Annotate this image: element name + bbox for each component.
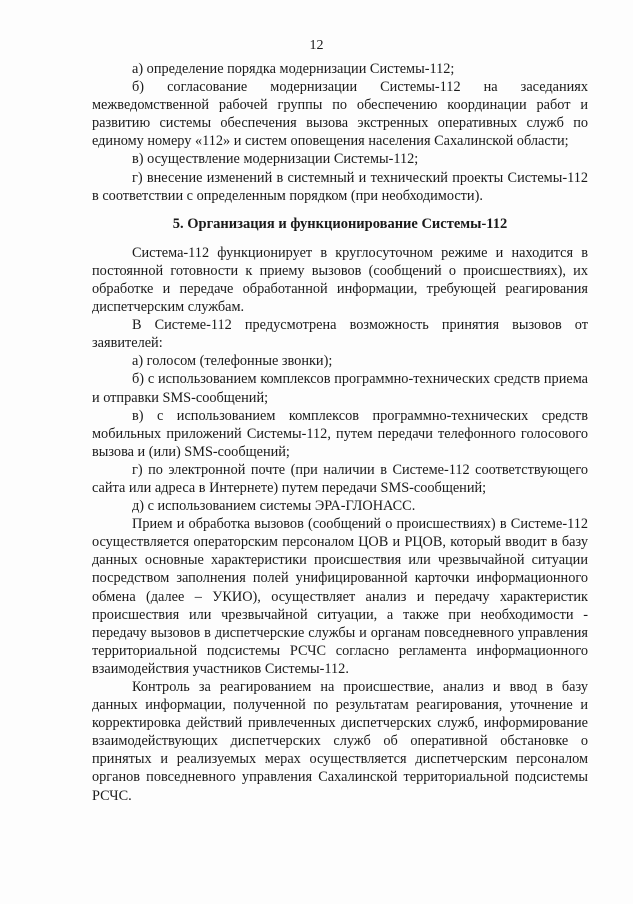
- document-body: [92, 60, 588, 805]
- list-item-c: в) осуществление модернизации Системы-112;: [132, 151, 419, 168]
- page-number: 12: [309, 38, 324, 53]
- call-type-email: г) по электронной почте (при наличии в Системе-112 соответствующего сайта или адреса в Интернете) путем передачи SMS-сообщений;: [92, 461, 588, 496]
- call-type-sms: б) с использованием комплексов программно-технических средств приема и отправки SMS-сообщений;: [92, 371, 588, 406]
- call-type-voice: а) голосом (телефонные звонки);: [132, 353, 333, 370]
- call-type-era-glonass: д) с использованием системы ЭРА-ГЛОНАСС.: [132, 498, 416, 515]
- paragraph-operation: Система-112 функционирует в круглосуточном режиме и находится в постоянной готовности к приему вызовов (сообщений о происшествиях), их обработке и передаче обработанной информации, требующей реагирования диспетчерским службам.: [92, 244, 588, 316]
- paragraph-call-types-intro: В Системе-112 предусмотрена возможность принятия вызовов от заявителей:: [92, 317, 588, 352]
- list-item-d: г) внесение изменений в системный и технический проекты Системы-112 в соответствии с определенным порядком (при необходимости).: [92, 169, 588, 204]
- paragraph-response-control: Контроль за реагированием на происшествие, анализ и ввод в базу данных информации, полученной по результатам реагирования, уточнение и корректировка действий привлеченных диспетчерских служб, информирование взаимодействующих диспетчерских служб об оперативной обстановке о принятых и реализуемых мерах осуществляется диспетчерским персоналом органов повседневного управления Сахалинской территориальной подсистемы РСЧС.: [92, 679, 588, 804]
- section-heading: 5. Организация и функционирование Системы-112: [172, 215, 508, 232]
- call-type-mobile-app: в) с использованием комплексов программно-технических средств мобильных приложений Системы-112, путем передачи телефонного голосового вызова и (или) SMS-сообщений;: [92, 407, 588, 460]
- list-item-b: б) согласование модернизации Системы-112 на заседаниях межведомственной рабочей группы по обеспечению координации работ и развитию системы обеспечения вызова экстренных оперативных служб по единому номеру «112» и систем оповещения населения Сахалинской области;: [92, 79, 588, 150]
- list-item-a: а) определение порядка модернизации Системы-112;: [132, 61, 455, 77]
- paragraph-call-processing: Прием и обработка вызовов (сообщений о происшествиях) в Системе-112 осуществляется операторским персоналом ЦОВ и РЦОВ, который вводит в базу данных основные характеристики происшествия или чрезвычайной ситуации посредством заполнения полей унифицированной карточки информационного обмена (далее – УКИО), осуществляет анализ и передачу характеристик происшествия или чрезвычайной ситуации, а также при необходимости - передачу вызовов в диспетчерские службы и органам повседневного управления территориальной подсистемы РСЧС согласно регламента информационного взаимодействия участников Системы-112.: [92, 516, 588, 677]
